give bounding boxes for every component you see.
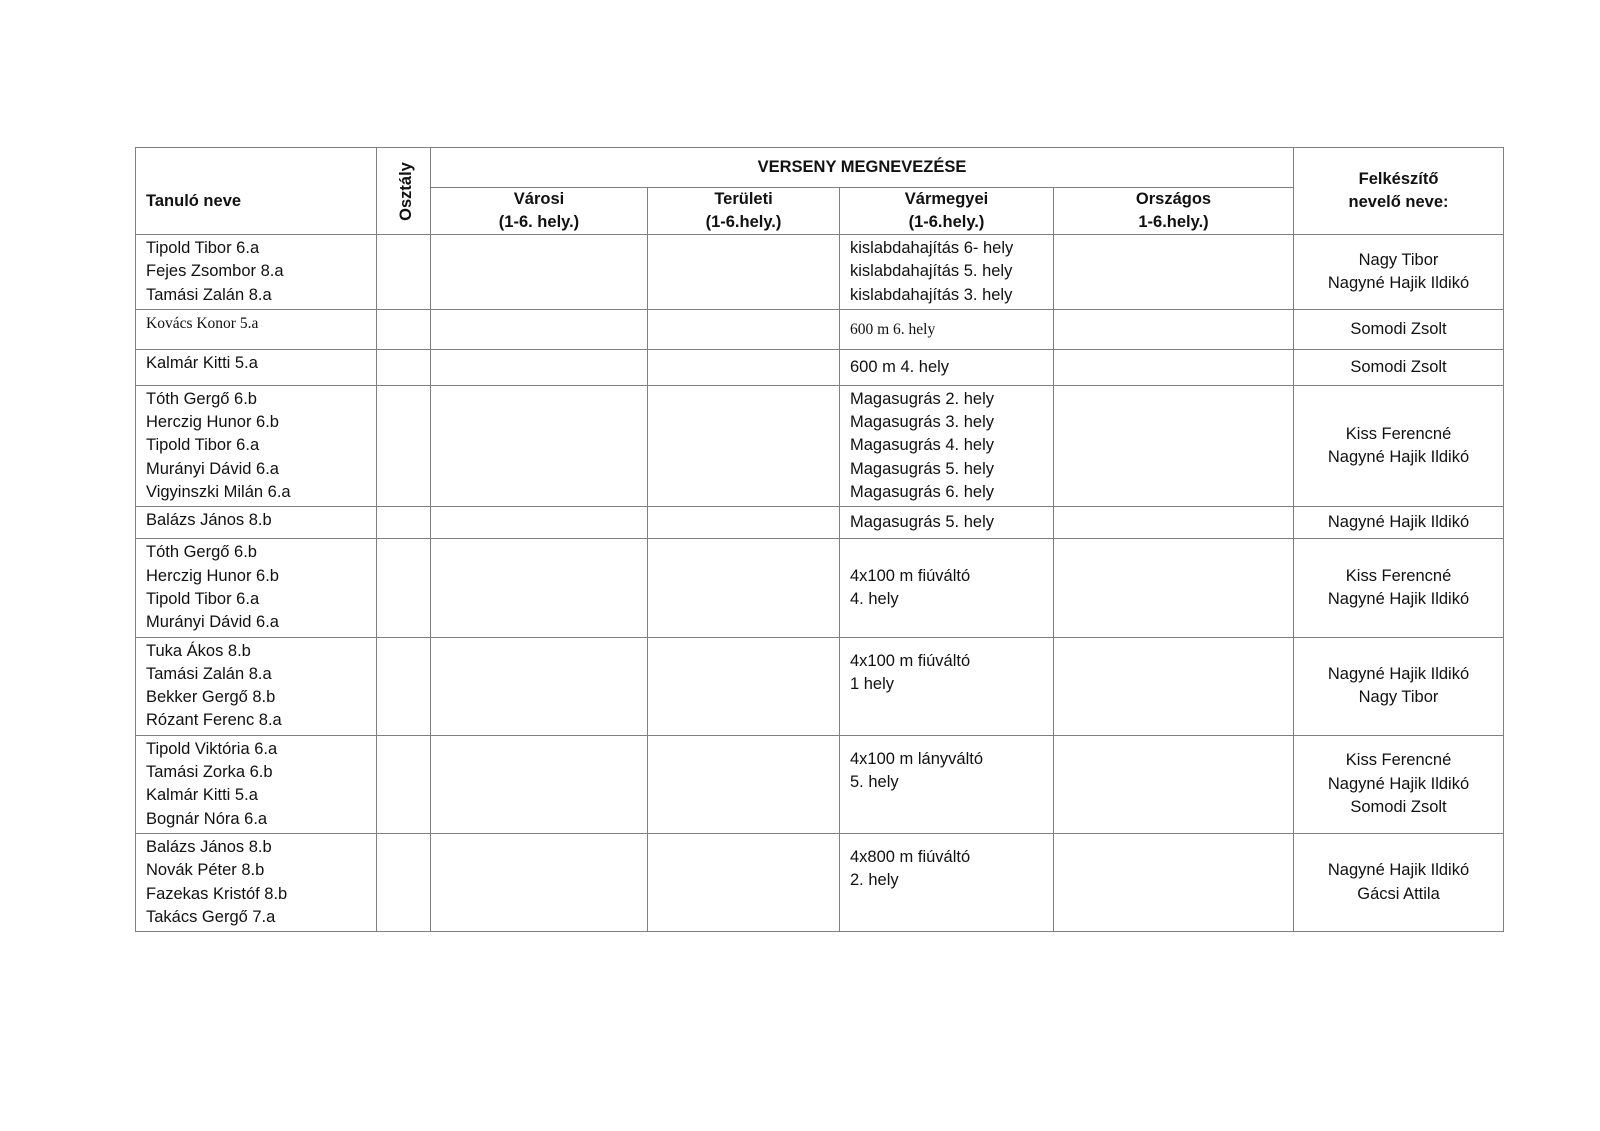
header-teacher-line2: nevelő neve:	[1348, 193, 1449, 211]
student-names-cell	[136, 507, 377, 539]
teacher-name: Nagyné Hajik Ildikó	[1327, 273, 1470, 292]
table-row	[136, 507, 1504, 539]
teacher-name: Nagyné Hajik Ildikó	[1327, 861, 1470, 880]
city-cell	[431, 507, 648, 539]
student-name: Herczig Hunor 6.b	[146, 413, 279, 432]
city-cell	[431, 349, 648, 385]
table-row	[136, 539, 1504, 637]
class-cell	[377, 309, 431, 349]
event-result: Magasugrás 6. hely	[850, 483, 994, 502]
teacher-name: Nagyné Hajik Ildikó	[1327, 774, 1470, 793]
teacher-cell	[1294, 309, 1504, 349]
teacher-cell	[1294, 735, 1504, 833]
student-name: Tóth Gergő 6.b	[146, 389, 257, 408]
student-name: Vigyinszki Milán 6.a	[146, 483, 291, 502]
event-result: 2. hely	[850, 871, 899, 890]
student-name: Fazekas Kristóf 8.b	[146, 884, 288, 903]
teacher-name: Gácsi Attila	[1357, 884, 1440, 903]
county-cell	[840, 539, 1054, 637]
event-result: 5. hely	[850, 773, 899, 792]
class-cell	[377, 833, 431, 931]
student-name: Tamási Zorka 6.b	[146, 763, 273, 782]
event-result: 600 m 6. hely	[850, 320, 936, 338]
county-cell	[840, 507, 1054, 539]
county-cell	[840, 833, 1054, 931]
regional-cell	[648, 349, 840, 385]
national-cell	[1054, 539, 1294, 637]
city-cell	[431, 235, 648, 310]
teacher-name: Nagyné Hajik Ildikó	[1327, 513, 1470, 532]
teacher-cell	[1294, 235, 1504, 310]
teacher-cell	[1294, 385, 1504, 506]
table-row	[136, 637, 1504, 735]
class-cell	[377, 735, 431, 833]
table-row	[136, 735, 1504, 833]
event-result: 1 hely	[850, 674, 895, 693]
regional-cell	[648, 235, 840, 310]
regional-cell	[648, 385, 840, 506]
header-teacher-line1: Felkészítő	[1358, 170, 1439, 188]
county-cell	[840, 385, 1054, 506]
student-name: Rózant Ferenc 8.a	[146, 711, 282, 730]
event-result: 4x100 m lányváltó	[850, 749, 983, 768]
header-level-national-range: 1-6.hely.)	[1138, 213, 1209, 231]
student-name: Novák Péter 8.b	[146, 861, 265, 880]
student-name: Tóth Gergő 6.b	[146, 543, 257, 562]
county-cell	[840, 309, 1054, 349]
teacher-name: Kiss Ferencné	[1345, 751, 1452, 770]
teacher-cell	[1294, 349, 1504, 385]
event-result: 4x100 m fiúváltó	[850, 566, 971, 585]
student-names-cell	[136, 539, 377, 637]
student-names-cell	[136, 349, 377, 385]
event-result: Magasugrás 3. hely	[850, 413, 994, 432]
class-cell	[377, 349, 431, 385]
header-level-county	[840, 188, 1054, 235]
class-cell	[377, 507, 431, 539]
results-table	[135, 147, 1504, 932]
regional-cell	[648, 735, 840, 833]
event-result: 4x100 m fiúváltó	[850, 651, 971, 670]
event-result: Magasugrás 4. hely	[850, 436, 994, 455]
student-name: Tuka Ákos 8.b	[146, 641, 251, 660]
teacher-name: Nagy Tibor	[1358, 250, 1439, 269]
student-name: Tamási Zalán 8.a	[146, 664, 272, 683]
header-level-regional-range: (1-6.hely.)	[705, 213, 782, 231]
student-name: Murányi Dávid 6.a	[146, 613, 279, 632]
header-student-name: Tanuló neve	[136, 148, 377, 235]
national-cell	[1054, 833, 1294, 931]
student-name: Kovács Konor 5.a	[146, 314, 259, 332]
student-name: Tipold Tibor 6.a	[146, 589, 260, 608]
national-cell	[1054, 385, 1294, 506]
event-result: Magasugrás 2. hely	[850, 389, 994, 408]
student-name: Tipold Tibor 6.a	[146, 436, 260, 455]
student-name: Balázs János 8.b	[146, 511, 272, 530]
city-cell	[431, 309, 648, 349]
teacher-cell	[1294, 833, 1504, 931]
regional-cell	[648, 507, 840, 539]
student-name: Fejes Zsombor 8.a	[146, 262, 284, 281]
teacher-name: Somodi Zsolt	[1350, 319, 1447, 338]
teacher-cell	[1294, 539, 1504, 637]
header-competition: VERSENY MEGNEVEZÉSE	[431, 148, 1294, 188]
student-names-cell	[136, 833, 377, 931]
teacher-cell	[1294, 507, 1504, 539]
header-class	[377, 148, 431, 235]
student-name: Murányi Dávid 6.a	[146, 459, 279, 478]
teacher-name: Kiss Ferencné	[1345, 566, 1452, 585]
teacher-name: Somodi Zsolt	[1350, 357, 1447, 376]
event-result: 600 m 4. hely	[850, 357, 950, 376]
county-cell	[840, 637, 1054, 735]
header-level-regional	[648, 188, 840, 235]
teacher-name: Kiss Ferencné	[1345, 424, 1452, 443]
city-cell	[431, 637, 648, 735]
regional-cell	[648, 539, 840, 637]
national-cell	[1054, 735, 1294, 833]
teacher-name: Somodi Zsolt	[1350, 797, 1447, 816]
teacher-name: Nagyné Hajik Ildikó	[1327, 589, 1470, 608]
header-level-regional-name: Területi	[714, 190, 773, 208]
national-cell	[1054, 235, 1294, 310]
header-level-national	[1054, 188, 1294, 235]
event-result: Magasugrás 5. hely	[850, 513, 994, 532]
county-cell	[840, 735, 1054, 833]
class-cell	[377, 637, 431, 735]
student-names-cell	[136, 235, 377, 310]
regional-cell	[648, 833, 840, 931]
table-row	[136, 235, 1504, 310]
city-cell	[431, 539, 648, 637]
class-cell	[377, 385, 431, 506]
header-level-city-range: (1-6. hely.)	[498, 213, 580, 231]
header-level-city	[431, 188, 648, 235]
city-cell	[431, 735, 648, 833]
student-name: Bognár Nóra 6.a	[146, 809, 268, 828]
national-cell	[1054, 507, 1294, 539]
student-names-cell	[136, 637, 377, 735]
student-name: Kalmár Kitti 5.a	[146, 353, 258, 372]
student-name: Herczig Hunor 6.b	[146, 566, 279, 585]
table-row	[136, 309, 1504, 349]
header-class-label: Osztály	[396, 161, 415, 221]
student-name: Kalmár Kitti 5.a	[146, 786, 258, 805]
header-teacher	[1294, 148, 1504, 235]
student-names-cell	[136, 735, 377, 833]
teacher-name: Nagyné Hajik Ildikó	[1327, 448, 1470, 467]
student-name: Tamási Zalán 8.a	[146, 285, 272, 304]
teacher-cell	[1294, 637, 1504, 735]
event-result: kislabdahajítás 5. hely	[850, 262, 1013, 281]
header-level-county-name: Vármegyei	[904, 190, 989, 208]
student-name: Tipold Tibor 6.a	[146, 239, 260, 257]
county-cell	[840, 235, 1054, 310]
class-cell	[377, 235, 431, 310]
student-names-cell	[136, 309, 377, 349]
header-level-national-name: Országos	[1135, 190, 1212, 208]
teacher-name: Nagy Tibor	[1358, 688, 1439, 707]
event-result: 4. hely	[850, 589, 899, 608]
student-names-cell	[136, 385, 377, 506]
event-result: 4x800 m fiúváltó	[850, 847, 971, 866]
header-level-county-range: (1-6.hely.)	[908, 213, 985, 231]
city-cell	[431, 385, 648, 506]
national-cell	[1054, 637, 1294, 735]
teacher-name: Nagyné Hajik Ildikó	[1327, 664, 1470, 683]
class-cell	[377, 539, 431, 637]
event-result: kislabdahajítás 6- hely	[850, 239, 1014, 257]
student-name: Balázs János 8.b	[146, 837, 272, 856]
header-level-city-name: Városi	[513, 190, 565, 208]
event-result: Magasugrás 5. hely	[850, 459, 994, 478]
regional-cell	[648, 637, 840, 735]
national-cell	[1054, 309, 1294, 349]
table-row	[136, 349, 1504, 385]
table-row	[136, 385, 1504, 506]
county-cell	[840, 349, 1054, 385]
event-result: kislabdahajítás 3. hely	[850, 285, 1013, 304]
table-row	[136, 833, 1504, 931]
national-cell	[1054, 349, 1294, 385]
student-name: Tipold Viktória 6.a	[146, 739, 278, 758]
city-cell	[431, 833, 648, 931]
student-name: Takács Gergő 7.a	[146, 907, 276, 926]
regional-cell	[648, 309, 840, 349]
student-name: Bekker Gergő 8.b	[146, 688, 276, 707]
